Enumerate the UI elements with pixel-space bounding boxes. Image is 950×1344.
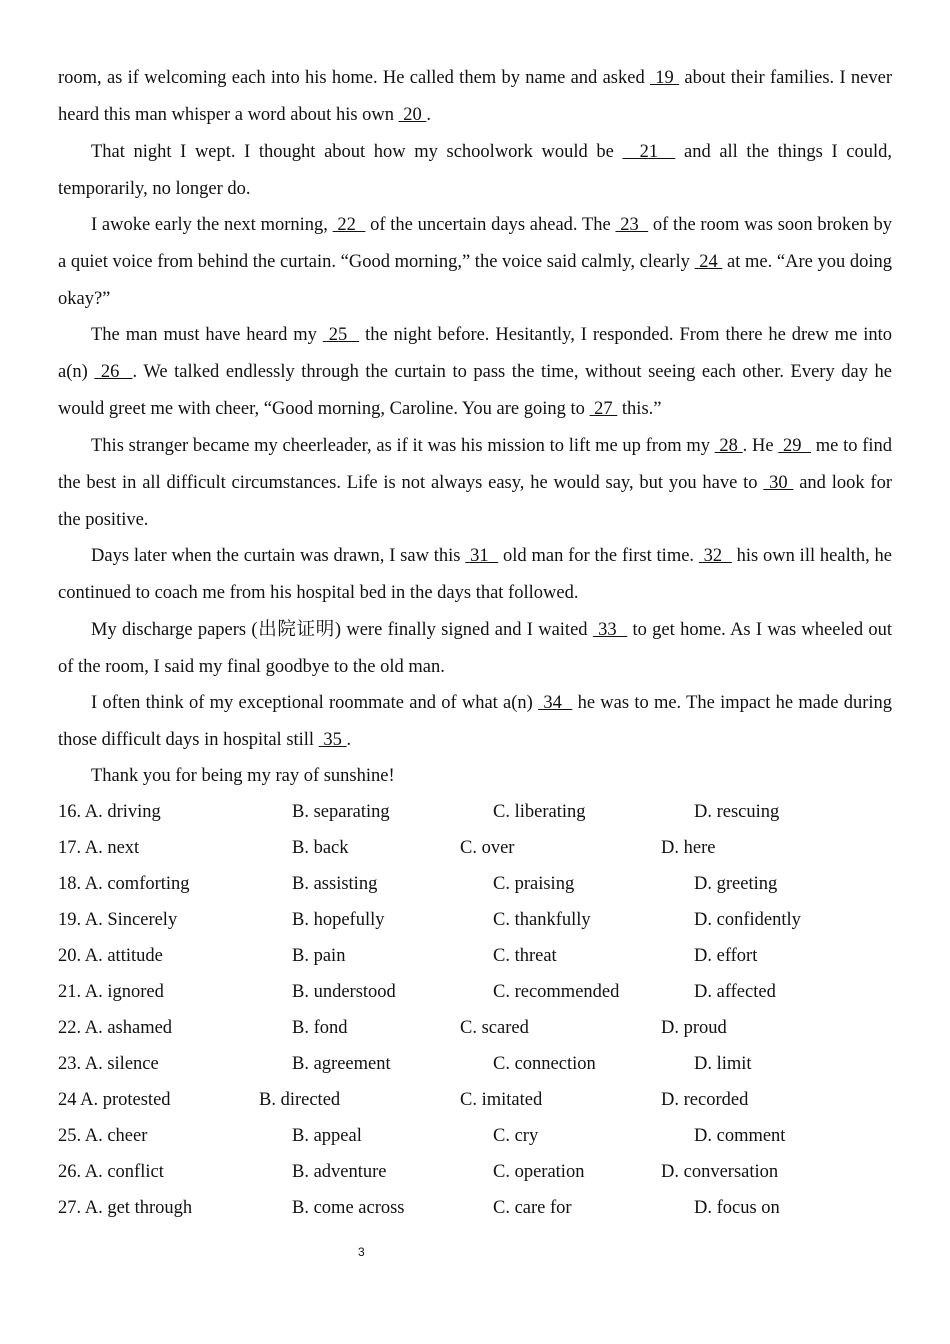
passage-paragraph-3 (58, 207, 892, 318)
passage-text: to get home. As I was wheeled out of the room, I said my final goodbye to the old man. (58, 620, 892, 677)
passage-text: me to find the best in all difficult circumstances. Life is not always easy, he would say, but you have to (58, 436, 892, 493)
option-row-19 (58, 902, 918, 938)
answer-blank: 22 (332, 215, 366, 235)
answer-blank: 35 (318, 730, 347, 750)
option-d: D. greeting (694, 874, 778, 894)
option-a: 16. A. driving (58, 802, 161, 822)
passage-text: the night before. Hesitantly, I responded. From there he drew me into a(n) (58, 325, 892, 382)
option-c: C. cry (493, 1126, 539, 1146)
option-b: B. back (292, 838, 349, 858)
passage-paragraph-5 (58, 428, 892, 539)
answer-blank: 24 (694, 252, 723, 272)
answer-blank: 33 (592, 620, 628, 640)
passage-paragraph-4 (58, 317, 892, 428)
option-b: B. come across (292, 1198, 405, 1218)
option-row-24 (58, 1082, 918, 1118)
answer-blank: 29 (778, 436, 812, 456)
option-d: D. comment (694, 1126, 786, 1146)
passage-text: he was to me. The impact he made during those difficult days in hospital still (58, 693, 892, 750)
passage-text: . We talked endlessly through the curtain to pass the time, without seeing each other. Every day he would greet me with cheer, “Good morning, Caroline. You are going to (58, 362, 892, 419)
option-b: B. assisting (292, 874, 378, 894)
option-d: D. recorded (661, 1090, 749, 1110)
passage-text: and all the things I could, temporarily, no longer do. (58, 142, 892, 199)
option-a: 27. A. get through (58, 1198, 193, 1218)
option-row-27 (58, 1190, 918, 1226)
passage-paragraph-9 (58, 758, 892, 795)
page-number: 3 (358, 1245, 365, 1259)
option-row-20 (58, 938, 918, 974)
answer-options (58, 794, 918, 1226)
option-c: C. over (460, 838, 515, 858)
answer-blank: 34 (538, 693, 573, 713)
answer-blank: 28 (714, 436, 743, 456)
passage-text: The man must have heard my (91, 325, 323, 345)
passage-paragraph-8 (58, 685, 892, 759)
option-b: B. directed (259, 1090, 341, 1110)
passage-paragraph-1 (58, 60, 892, 134)
option-c: C. scared (460, 1018, 529, 1038)
option-row-16 (58, 794, 918, 830)
passage-text: room, as if welcoming each into his home. He called them by name and asked (58, 68, 651, 88)
passage-text: of the uncertain days ahead. The (365, 215, 616, 235)
passage-text: I awoke early the next morning, (91, 215, 333, 235)
passage-paragraph-7 (58, 612, 892, 686)
answer-blank: 31 (465, 546, 499, 566)
passage-text: . (346, 730, 352, 750)
option-d: D. effort (694, 946, 758, 966)
option-c: C. operation (493, 1162, 585, 1182)
option-b: B. agreement (292, 1054, 391, 1074)
passage-text: about their families. I never heard this man whisper a word about his own (58, 68, 892, 125)
option-c: C. care for (493, 1198, 572, 1218)
option-d: D. conversation (661, 1162, 779, 1182)
option-c: C. liberating (493, 802, 586, 822)
option-a: 22. A. ashamed (58, 1018, 173, 1038)
option-a: 24 A. protested (58, 1090, 171, 1110)
option-b: B. hopefully (292, 910, 385, 930)
answer-blank: 27 (589, 399, 618, 419)
answer-blank: 30 (763, 473, 794, 493)
passage-text: . (426, 105, 432, 125)
option-d: D. confidently (694, 910, 801, 930)
option-a: 18. A. comforting (58, 874, 190, 894)
passage-text: old man for the first time. (498, 546, 699, 566)
option-row-22 (58, 1010, 918, 1046)
passage-text: That night I wept. I thought about how my schoolwork would be (91, 142, 623, 162)
option-a: 17. A. next (58, 838, 140, 858)
option-a: 26. A. conflict (58, 1162, 164, 1182)
option-d: D. affected (694, 982, 776, 1002)
option-d: D. focus on (694, 1198, 780, 1218)
option-a: 25. A. cheer (58, 1126, 148, 1146)
option-b: B. separating (292, 802, 390, 822)
passage-text: Thank you for being my ray of sunshine! (91, 766, 395, 786)
answer-blank: 32 (698, 546, 732, 566)
option-row-17 (58, 830, 918, 866)
option-d: D. here (661, 838, 716, 858)
answer-blank: 25 (322, 325, 360, 345)
answer-blank: 20 (398, 105, 427, 125)
option-row-18 (58, 866, 918, 902)
option-c: C. recommended (493, 982, 620, 1002)
option-d: D. rescuing (694, 802, 780, 822)
passage-text: My discharge papers (出院证明) were finally signed and I waited (91, 620, 593, 640)
passage-paragraph-2 (58, 134, 892, 208)
option-row-25 (58, 1118, 918, 1154)
passage-paragraph-6 (58, 538, 892, 612)
answer-blank: 19 (650, 68, 680, 88)
option-c: C. threat (493, 946, 557, 966)
option-a: 19. A. Sincerely (58, 910, 178, 930)
passage-text: of the room was soon broken by a quiet voice from behind the curtain. “Good morning,” the voice said calmly, clearly (58, 215, 893, 272)
passage-text: at me. “Are you doing okay?” (58, 252, 892, 309)
option-row-21 (58, 974, 918, 1010)
option-c: C. praising (493, 874, 575, 894)
option-c: C. thankfully (493, 910, 591, 930)
answer-blank: 26 (94, 362, 133, 382)
option-d: D. proud (661, 1018, 727, 1038)
option-a: 23. A. silence (58, 1054, 159, 1074)
option-c: C. connection (493, 1054, 596, 1074)
passage-text: his own ill health, he continued to coach me from his hospital bed in the days that followed. (58, 546, 893, 603)
answer-blank: 21 (622, 142, 676, 162)
option-b: B. appeal (292, 1126, 362, 1146)
passage-text: I often think of my exceptional roommate and of what a(n) (91, 693, 539, 713)
option-b: B. understood (292, 982, 396, 1002)
passage-text: This stranger became my cheerleader, as if it was his mission to lift me up from my (91, 436, 715, 456)
option-b: B. pain (292, 946, 346, 966)
option-row-26 (58, 1154, 918, 1190)
passage-text: . He (742, 436, 779, 456)
passage-text: this.” (617, 399, 662, 419)
option-b: B. fond (292, 1018, 348, 1038)
option-d: D. limit (694, 1054, 752, 1074)
passage-text: Days later when the curtain was drawn, I saw this (91, 546, 466, 566)
answer-blank: 23 (615, 215, 649, 235)
passage-text: and look for the positive. (58, 473, 892, 530)
option-a: 20. A. attitude (58, 946, 163, 966)
option-b: B. adventure (292, 1162, 387, 1182)
option-a: 21. A. ignored (58, 982, 164, 1002)
option-row-23 (58, 1046, 918, 1082)
option-c: C. imitated (460, 1090, 543, 1110)
